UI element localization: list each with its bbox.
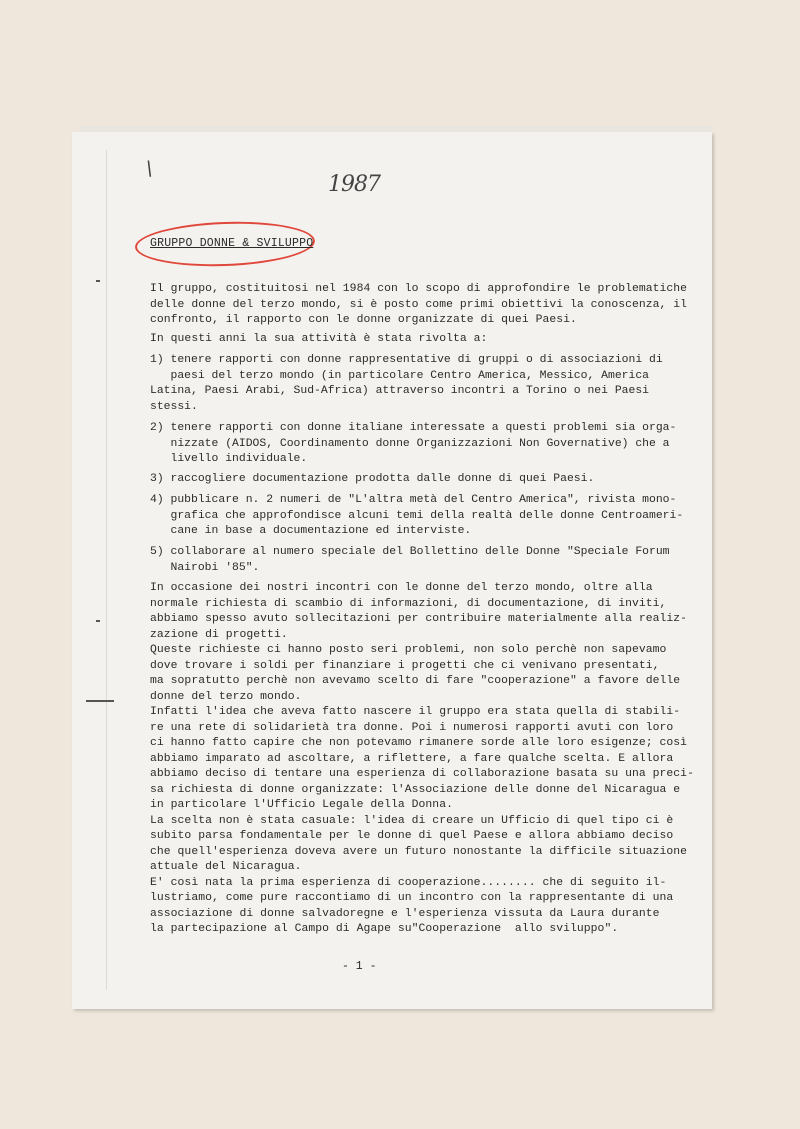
fold-line [106, 150, 107, 990]
handwritten-slash: \ [146, 156, 153, 180]
activities-lead: In questi anni la sua attività è stata rivolta a: [150, 333, 488, 345]
margin-mark [96, 280, 100, 282]
margin-mark [86, 700, 114, 702]
document-title: GRUPPO DONNE & SVILUPPO [150, 237, 314, 250]
body-text: In occasione dei nostri incontri con le donne del terzo mondo, oltre alla normale richiesta di scambio di informazioni, di documentazione, di inviti, abbiamo spesso avuto sollecitazioni per contribuire materialmente alla zazione di progetti. Queste richieste ci hanno posto seri problemi, non solo perchè non sapevamo dove trovare i soldi per finanziare i progetti che ci venivano presentati, ma sopratutto perchè non avevamo scelto di fare "cooperazione" a favore donne del terzo mondo. Infatti l'idea che aveva fatto nascere il gruppo era stata quella di re una rete di solidarietà tra donne. Poi i numerosi rapporti avuti con ci hanno fatto capire che non potevamo rimanere sorde alle loro esigenze; abbiamo imparato ad ascoltare, a riflettere, a fare qualche scelta. E abbiamo deciso di tentare una esperienza di collaborazione basata su una sa richiesta di donne organizzate: l'Associazione delle donne del Nicaragua in particolare l'Ufficio Legale della Donna. La scelta non è stata casuale: l'idea di creare un Ufficio di quel tipo subito parsa fondamentale per le donne di quel Paese e allora abbiamo che quell'esperienza doveva avere un futuro nonostante la difficile attuale del Nicaragua. E' così nata la prima esperienza di cooperazione........ che di seguito lustriamo, come pure raccontiamo di un incontro con la rappresentante di associazione di donne salvadoregne e l'esperienza vissuta da Laura durante la partecipazione al Campo di Agape su"Cooperazione allo sviluppo". [150, 582, 667, 935]
list-item: 3) raccogliere documentazione prodotta dalle donne di quei Paesi. [150, 473, 595, 485]
intro-paragraph: Il gruppo, costituitosi nel 1984 con lo scopo di approfondire le problematiche delle donne del terzo mondo, si è posto come primi obiettivi la conoscenza, confronto, il rapporto con le donne organizzate di quei Paesi. [150, 283, 688, 326]
list-item: 1) tenere rapporti con donne rappresentative di gruppi o di associazioni paesi del terzo mondo (in particolare Centro America, Messico, America Latina, Paesi Arabi, Sud-Africa) attraverso incontri a Torino o nei Paesi stessi. [150, 354, 649, 413]
list-item: 4) pubblicare n. 2 numeri de "L'altra metà del Centro America", rivista grafica che approfondisce alcuni temi della realtà delle donne Centroameri- cane in base a documentazione ed interviste. [150, 494, 684, 537]
list-item: 2) tenere rapporti con donne italiane interessate a questi problemi sia nizzate (AIDOS, Coordinamento donne Organizzazioni Non Governative) che livello individuale. [150, 422, 656, 465]
handwritten-year: 1987 [328, 172, 380, 197]
margin-mark [96, 620, 100, 622]
page-number: - 1 - [342, 960, 377, 973]
list-item: 5) collaborare al numero speciale del Bollettino delle Donne "Speciale Nairobi '85". [150, 546, 629, 574]
